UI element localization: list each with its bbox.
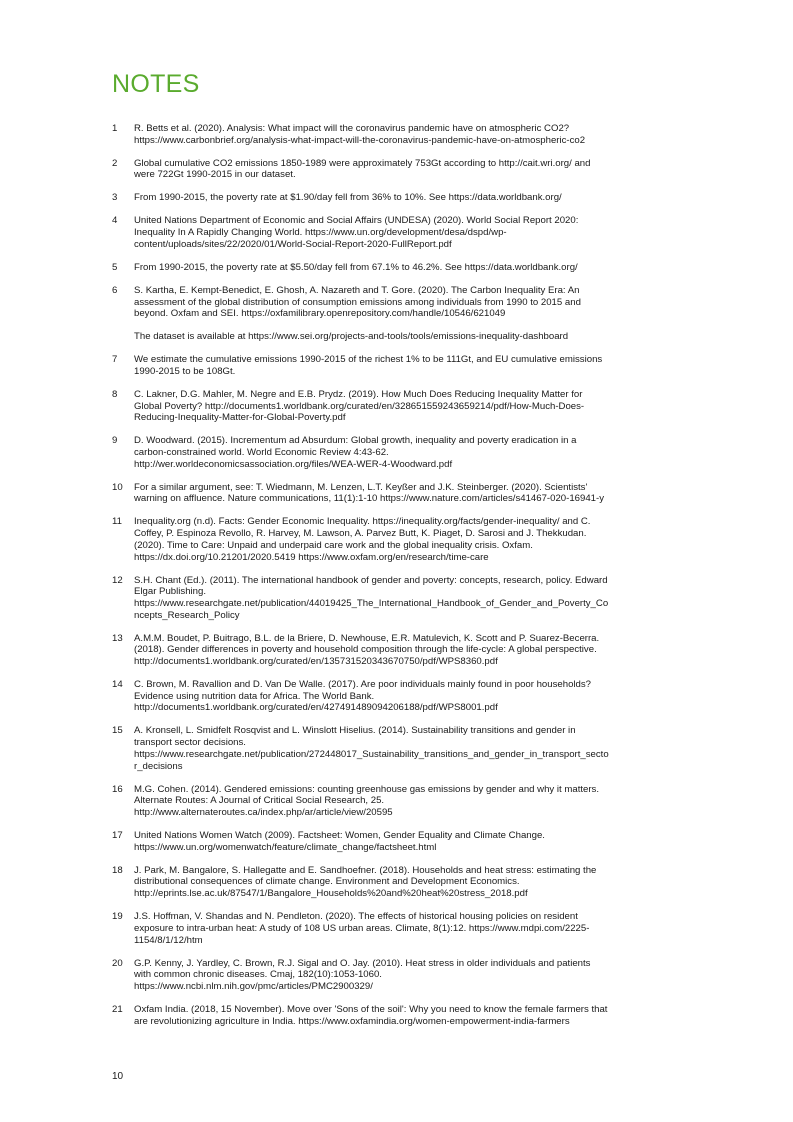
- note-line: S. Kartha, E. Kempt-Benedict, E. Ghosh, A. Nazareth and T. Gore. (2020). The Carbon Inequality Era: An: [134, 284, 580, 296]
- note-line: https://www.carbonbrief.org/analysis-what-impact-will-the-coronavirus-pandemic-have-on-atmospheric-co2: [134, 134, 586, 146]
- note-number: 3: [112, 192, 118, 204]
- note-line: C. Lakner, D.G. Mahler, M. Negre and E.B. Prydz. (2019). How Much Does Reducing Inequality Matter for: [134, 388, 583, 400]
- note-paragraph: [134, 215, 672, 250]
- note-line: warning on affluence. Nature communications, 11(1):1-10 https://www.nature.com/articles/s41467-020-16941-y: [134, 493, 604, 505]
- note-text: [134, 215, 672, 250]
- note-text: [134, 516, 672, 563]
- note-line: A. Kronsell, L. Smidfelt Rosqvist and L. Winslott Hiselius. (2014). Sustainability transitions and gender in: [134, 725, 576, 737]
- note-line: https://www.ncbi.nlm.nih.gov/pmc/articles/PMC2900329/: [134, 980, 373, 992]
- note-paragraph: [134, 285, 672, 320]
- note-paragraph: [134, 123, 672, 146]
- note-line: M.G. Cohen. (2014). Gendered emissions: counting greenhouse gas emissions by gender and why it matters.: [134, 783, 600, 795]
- note-line: Oxfam India. (2018, 15 November). Move over 'Sons of the soil': Why you need to know the female farmers that: [134, 1003, 608, 1015]
- note-text: [134, 285, 672, 343]
- note-number: 6: [112, 284, 118, 296]
- note-paragraph: [134, 331, 672, 343]
- note-line: Inequality In A Rapidly Changing World. https://www.un.org/development/desa/dspd/wp-: [134, 227, 507, 239]
- note-item: [112, 911, 672, 946]
- note-text: [134, 575, 672, 622]
- note-number: 16: [112, 783, 123, 795]
- note-item: [112, 192, 672, 204]
- note-line: http://eprints.lse.ac.uk/87547/1/Bangalore_Households%20and%20heat%20stress_2018.pdf: [134, 888, 528, 900]
- note-number: 17: [112, 829, 123, 841]
- note-line: 1990-2015 to be 108Gt.: [134, 365, 236, 377]
- note-paragraph: [134, 725, 672, 772]
- note-line: A.M.M. Boudet, P. Buitrago, B.L. de la Briere, D. Newhouse, E.R. Matulevich, K. Scott and P. Suarez-Becerra.: [134, 632, 600, 644]
- note-line: r_decisions: [134, 760, 183, 772]
- note-item: [112, 262, 672, 274]
- note-paragraph: [134, 482, 672, 505]
- note-text: [134, 830, 672, 853]
- note-paragraph: [134, 784, 672, 819]
- note-paragraph: [134, 911, 672, 946]
- note-line: with common chronic diseases. Cmaj, 182(10):1053-1060.: [134, 969, 382, 981]
- note-line: We estimate the cumulative emissions 1990-2015 of the richest 1% to be 111Gt, and EU cumulative emissions: [134, 354, 603, 366]
- note-paragraph: [134, 830, 672, 853]
- note-line: https://www.researchgate.net/publication/44019425_The_International_Handbook_of_Gender_and_Poverty_Co: [134, 597, 609, 609]
- note-number: 13: [112, 632, 123, 644]
- page-title: NOTES: [112, 70, 200, 98]
- note-line: http://www.alternateroutes.ca/index.php/ar/article/view/20595: [134, 806, 393, 818]
- note-line: From 1990-2015, the poverty rate at $1.90/day fell from 36% to 10%. See https://data.worldbank.org/: [134, 192, 562, 204]
- note-line: G.P. Kenny, J. Yardley, C. Brown, R.J. Sigal and O. Jay. (2010). Heat stress in older individuals and patients: [134, 957, 591, 969]
- note-number: 2: [112, 157, 118, 169]
- note-item: [112, 633, 672, 668]
- note-line: S.H. Chant (Ed.). (2011). The international handbook of gender and poverty: concepts, research, policy. Edward: [134, 574, 608, 586]
- note-line: assessment of the global distribution of consumption emissions among individuals from 1990 to 2015 and: [134, 296, 581, 308]
- note-text: [134, 482, 672, 505]
- note-line: carbon-constrained world. World Economic Review 4:43-62.: [134, 447, 389, 459]
- note-number: 20: [112, 957, 123, 969]
- note-line: https://www.un.org/womenwatch/feature/climate_change/factsheet.html: [134, 841, 437, 853]
- note-line: http://documents1.worldbank.org/curated/en/135731520343670750/pdf/WPS8360.pdf: [134, 656, 498, 668]
- note-paragraph: [134, 192, 672, 204]
- note-number: 1: [112, 123, 118, 134]
- note-number: 10: [112, 481, 123, 493]
- note-line: Global cumulative CO2 emissions 1850-1989 were approximately 753Gt according to http://cait.wri.org/ and: [134, 157, 591, 169]
- note-item: [112, 215, 672, 250]
- note-number: 5: [112, 261, 118, 273]
- note-line: (2020). Time to Care: Unpaid and underpaid care work and the global inequality crisis. Oxfam.: [134, 539, 533, 551]
- note-line: 1154/8/1/12/htm: [134, 934, 203, 946]
- note-line: Elgar Publishing.: [134, 586, 206, 598]
- note-line: transport sector decisions.: [134, 737, 246, 749]
- note-line: content/uploads/sites/22/2020/01/World-Social-Report-2020-FullReport.pdf: [134, 238, 452, 250]
- note-item: [112, 830, 672, 853]
- note-item: [112, 865, 672, 900]
- note-line: C. Brown, M. Ravallion and D. Van De Walle. (2017). Are poor individuals mainly found in poor households?: [134, 679, 592, 691]
- note-paragraph: [134, 389, 672, 424]
- note-number: 11: [112, 516, 122, 528]
- note-text: [134, 123, 672, 146]
- note-number: 18: [112, 864, 123, 876]
- notes-list: [112, 123, 672, 1039]
- note-paragraph: [134, 865, 672, 900]
- page-number: 10: [112, 1071, 124, 1082]
- note-line: Inequality.org (n.d). Facts: Gender Economic Inequality. https://inequality.org/facts/gender-inequality/ and C.: [134, 516, 591, 528]
- note-text: [134, 679, 672, 714]
- note-text: [134, 192, 672, 204]
- note-line: From 1990-2015, the poverty rate at $5.50/day fell from 67.1% to 46.2%. See https://data.worldbank.org/: [134, 261, 578, 273]
- note-text: [134, 262, 672, 274]
- note-line: beyond. Oxfam and SEI. https://oxfamilibrary.openrepository.com/handle/10546/621049: [134, 308, 506, 320]
- note-number: 15: [112, 725, 123, 737]
- note-line: For a similar argument, see: T. Wiedmann, M. Lenzen, L.T. Keyßer and J.K. Steinberger. (2020). Scientists': [134, 481, 588, 493]
- note-paragraph: [134, 633, 672, 668]
- note-paragraph: [134, 575, 672, 622]
- note-paragraph: [134, 958, 672, 993]
- note-line: United Nations Department of Economic and Social Affairs (UNDESA) (2020). World Social Report 2020:: [134, 215, 579, 227]
- note-text: [134, 865, 672, 900]
- note-item: [112, 389, 672, 424]
- note-number: 4: [112, 215, 118, 227]
- note-line: Coffey, P. Espinoza Revollo, R. Harvey, M. Lawson, A. Parvez Butt, K. Piaget, D. Sarosi and J. Thekkudan.: [134, 528, 587, 540]
- note-line: United Nations Women Watch (2009). Factsheet: Women, Gender Equality and Climate Change.: [134, 829, 545, 841]
- note-item: [112, 516, 672, 563]
- note-item: [112, 158, 672, 181]
- note-item: [112, 354, 672, 377]
- note-item: [112, 123, 672, 146]
- note-line: http://documents1.worldbank.org/curated/en/427491489094206188/pdf/WPS8001.pdf: [134, 702, 498, 714]
- note-text: [134, 911, 672, 946]
- note-line: J. Park, M. Bangalore, S. Hallegatte and E. Sandhoefner. (2018). Households and heat stress: estimating the: [134, 864, 597, 876]
- note-line: exposure to intra-urban heat: A study of 108 US urban areas. Climate, 8(1):12. https://www.mdpi.com/2225-: [134, 922, 590, 934]
- note-line: Global Poverty? http://documents1.worldbank.org/curated/en/328651559243659214/pdf/How-Much-Does-: [134, 400, 585, 412]
- note-line: are revolutionizing agriculture in India. https://www.oxfamindia.org/women-empowerment-india-farmers: [134, 1015, 570, 1027]
- note-item: [112, 958, 672, 993]
- note-line: distributional consequences of climate change. Environment and Development Economics.: [134, 876, 520, 888]
- note-item: [112, 784, 672, 819]
- note-line: D. Woodward. (2015). Incrementum ad Absurdum: Global growth, inequality and poverty eradication in a: [134, 435, 577, 447]
- note-text: [134, 435, 672, 470]
- note-line: ncepts_Research_Policy: [134, 609, 240, 621]
- note-item: [112, 435, 672, 470]
- note-line: https://www.researchgate.net/publication/272448017_Sustainability_transitions_and_gender_in_transport_secto: [134, 748, 609, 760]
- note-number: 9: [112, 435, 118, 447]
- note-item: [112, 725, 672, 772]
- note-number: 12: [112, 574, 123, 586]
- note-line: R. Betts et al. (2020). Analysis: What impact will the coronavirus pandemic have on atmospheric CO2?: [134, 123, 570, 134]
- note-text: [134, 389, 672, 424]
- note-line: (2018). Gender differences in poverty and household composition through the life-cycle: A global perspective.: [134, 644, 597, 656]
- note-text: [134, 633, 672, 668]
- note-text: [134, 1004, 672, 1027]
- note-paragraph: [134, 1004, 672, 1027]
- note-paragraph: [134, 158, 672, 181]
- note-number: 14: [112, 679, 123, 691]
- note-item: [112, 482, 672, 505]
- note-line: Reducing-Inequality-Matter-for-Global-Poverty.pdf: [134, 412, 346, 424]
- note-paragraph: [134, 516, 672, 563]
- note-text: [134, 354, 672, 377]
- note-line: Evidence using nutrition data for Africa. The World Bank.: [134, 690, 375, 702]
- note-number: 21: [112, 1003, 123, 1015]
- note-line: Alternate Routes: A Journal of Critical Social Research, 25.: [134, 795, 385, 807]
- note-line: The dataset is available at https://www.sei.org/projects-and-tools/tools/emissions-inequality-dashboard: [134, 331, 569, 343]
- note-text: [134, 158, 672, 181]
- note-item: [112, 575, 672, 622]
- note-number: 8: [112, 388, 118, 400]
- note-item: [112, 285, 672, 343]
- note-paragraph: [134, 435, 672, 470]
- note-number: 19: [112, 911, 123, 923]
- note-text: [134, 725, 672, 772]
- note-line: https://dx.doi.org/10.21201/2020.5419 https://www.oxfam.org/en/research/time-care: [134, 551, 489, 563]
- note-text: [134, 784, 672, 819]
- note-text: [134, 958, 672, 993]
- note-paragraph: [134, 262, 672, 274]
- note-number: 7: [112, 354, 118, 366]
- note-paragraph: [134, 354, 672, 377]
- note-item: [112, 1004, 672, 1027]
- note-line: http://wer.worldeconomicsassociation.org/files/WEA-WER-4-Woodward.pdf: [134, 458, 453, 470]
- note-item: [112, 679, 672, 714]
- note-line: were 722Gt 1990-2015 in our dataset.: [134, 169, 296, 181]
- note-line: J.S. Hoffman, V. Shandas and N. Pendleton. (2020). The effects of historical housing policies on resident: [134, 911, 578, 923]
- note-paragraph: [134, 679, 672, 714]
